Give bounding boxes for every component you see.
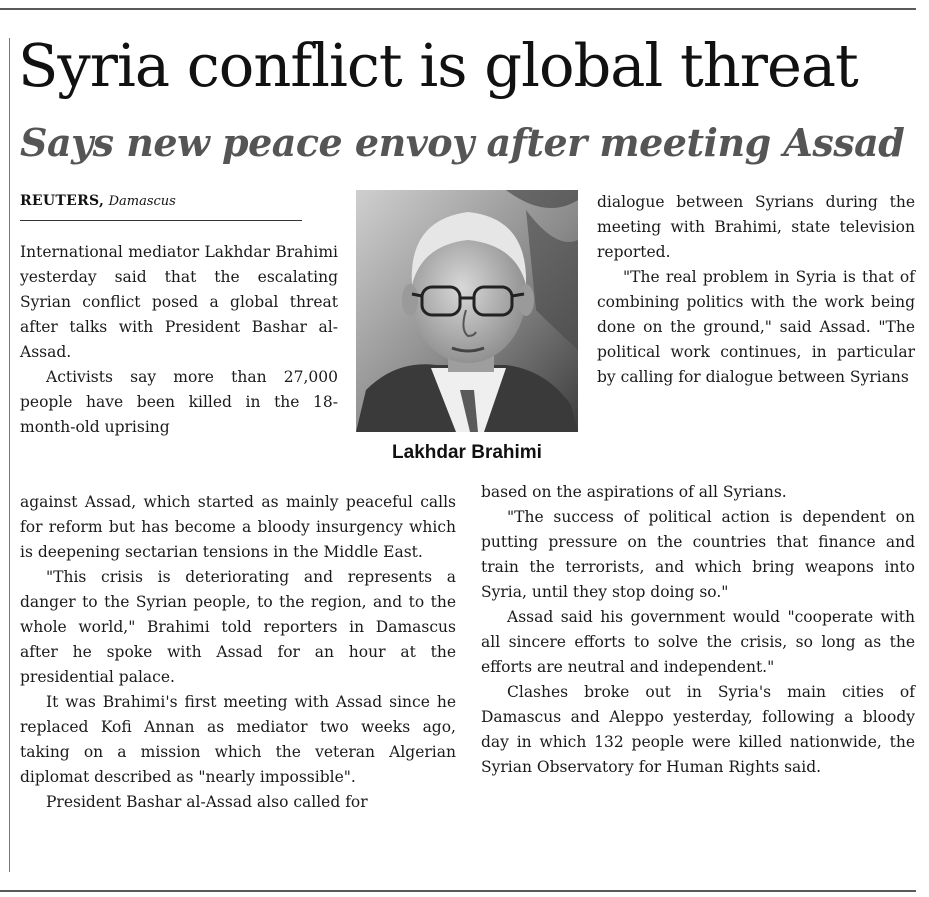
- column-2-bottom: [481, 480, 915, 780]
- byline-rule: [20, 220, 302, 221]
- byline: [20, 190, 176, 213]
- article-paragraph: Assad said his government would "cooperate with all sincere efforts to solve the crisis, so long as the efforts are neutral and independent.": [481, 608, 915, 676]
- top-rule: [0, 8, 916, 10]
- article-paragraph: It was Brahimi's first meeting with Assad since he replaced Kofi Annan as mediator two weeks ago, taking on a mission which the veteran Algerian diplomat described as "nearly impossible".: [20, 693, 456, 786]
- headline: Syria conflict is global threat: [18, 31, 858, 100]
- subheadline: Says new peace envoy after meeting Assad: [20, 120, 905, 165]
- brahimi-photo: [356, 190, 578, 432]
- column-2-top: [597, 190, 915, 390]
- column-1-bottom: [20, 490, 456, 815]
- left-rule: [9, 38, 10, 872]
- bottom-rule: [0, 890, 916, 892]
- article-paragraph: "This crisis is deteriorating and represents a danger to the Syrian people, to the region, and to the whole world," Brahimi told reporters in Damascus after he spoke with Assad for an hour at the presidential palace.: [20, 568, 456, 686]
- article-paragraph: dialogue between Syrians during the meeting with Brahimi, state television reported.: [597, 193, 915, 261]
- article-paragraph: International mediator Lakhdar Brahimi yesterday said that the escalating Syrian conflict posed a global threat after talks with President Bashar al-Assad.: [20, 243, 338, 361]
- article-paragraph: Activists say more than 27,000 people have been killed in the 18-month-old uprising: [20, 368, 338, 436]
- article-paragraph: against Assad, which started as mainly peaceful calls for reform but has become a bloody insurgency which is deepening sectarian tensions in the Middle East.: [20, 493, 456, 561]
- byline-location: Damascus: [108, 194, 176, 209]
- article-paragraph: based on the aspirations of all Syrians.: [481, 483, 787, 501]
- article-paragraph: "The success of political action is dependent on putting pressure on the countries that finance and train the terrorists, and which bring weapons into Syria, until they stop doing so.": [481, 508, 915, 601]
- column-1-top: [20, 240, 338, 440]
- article-paragraph: Clashes broke out in Syria's main cities of Damascus and Aleppo yesterday, following a bloody day in which 132 people were killed nationwide, the Syrian Observatory for Human Rights said.: [481, 683, 915, 776]
- portrait-image: [356, 190, 578, 432]
- article-paragraph: "The real problem in Syria is that of combining politics with the work being done on the ground," said Assad. "The political work continues, in particular by calling for dialogue between Syrians: [597, 268, 915, 386]
- photo-caption: Lakhdar Brahimi: [392, 442, 542, 463]
- byline-agency: REUTERS,: [20, 193, 105, 209]
- article-paragraph: President Bashar al-Assad also called for: [46, 793, 368, 811]
